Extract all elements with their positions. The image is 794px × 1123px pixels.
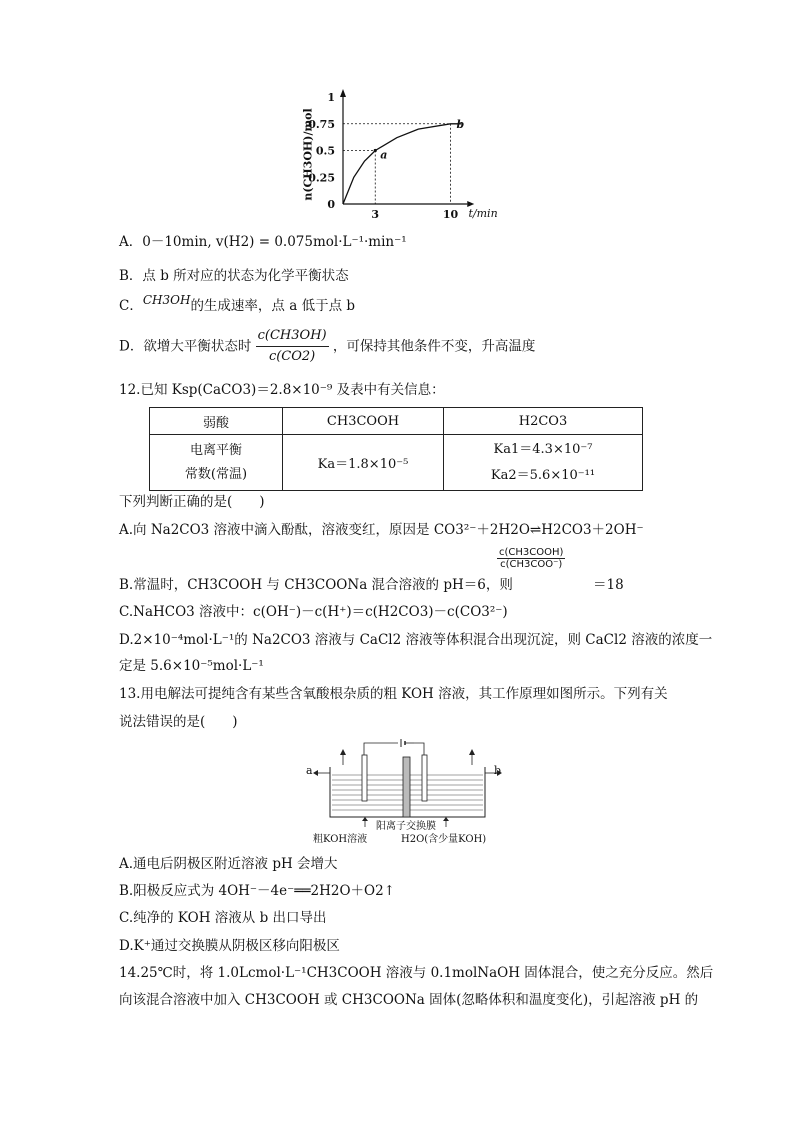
q11-option-b: B．点 b 所对应的状态为化学平衡状态 [119,268,349,284]
table-cell-ka12: Ka1＝4.3×10⁻⁷ Ka2＝5.6×10⁻¹¹ [444,435,643,491]
q12-option-d-line2: 定是 5.6×10⁻⁵mol·L⁻¹ [119,658,264,674]
q11-option-d: D．欲增大平衡状态时 $\frac{c(CH3OH)}{c(CO2)}$ ，可保持其他条件不变，升高温度 [119,326,535,367]
q14-line1: 14.25℃时，将 1.0Lcmol·L⁻¹CH3COOH 溶液与 0.1molNaOH 固体混合，使之充分反应。然后 [119,965,714,981]
q11-option-c: C．CH3OH的生成速率，点 a 低于点 b [119,293,356,314]
q13-option-c: C.纯净的 KOH 溶液从 b 出口导出 [119,910,327,926]
acid-constant-table [149,407,643,491]
q11-option-a: A．0－10min, v(H2) = 0.075mol·L⁻¹·min⁻¹ [119,234,407,250]
d-fraction: $\frac{c(CH3OH)}{c(CO2)}$ [257,328,327,364]
y-tick-label: 0.25 [308,171,335,185]
q13-option-d: D.K⁺通过交换膜从阴极区移向阳极区 [119,938,340,954]
diagram-label-membrane: 阳离子交换膜 [376,821,436,832]
x-axis-label: t/min [468,207,498,220]
point-b-label: b [456,117,465,131]
point-a-label: a [380,148,388,162]
q14-line2: 向该混合溶液中加入 CH3COOH 或 CH3COONa 固体(忽略体积和温度变化)，引起溶液 pH 的 [119,992,699,1008]
b-fraction: c(CH3COOH) c(CH3COO⁻) [499,547,564,570]
q13-stem-line1: 13.用电解法可提纯含有某些含氧酸根杂质的粗 KOH 溶液，其工作原理如图所示。下列有关 [119,686,668,702]
q13-stem-line2: 说法错误的是( ) [119,714,238,730]
table-header-ch3cooh: CH3COOH [283,408,444,435]
q13-option-a: A.通电后阴极区附近溶液 pH 会增大 [119,856,338,872]
diagram-label-left: 粗KOH溶液 [313,834,368,845]
x-tick-label: 10 [442,208,459,221]
q12-option-a: A.向 Na2CO3 溶液中滴入酚酞，溶液变红，原因是 CO3²⁻＋2H2O⇌H2CO3＋2OH⁻ [119,522,644,538]
y-tick-label: 1 [327,91,335,104]
x-tick-label: 3 [371,208,380,221]
diagram-label-b: b [494,764,502,777]
q12-option-d-line1: D.2×10⁻⁴mol·L⁻¹的 Na2CO3 溶液与 CaCl2 溶液等体积混合出现沉淀，则 CaCl2 溶液的浓度一 [119,632,713,648]
y-tick-label: 0.75 [308,117,335,131]
x-axis-arrow [467,201,474,207]
q12-stem: 12.已知 Ksp(CaCO3)＝2.8×10⁻⁹ 及表中有关信息： [119,382,445,398]
y-tick-label: 0 [327,198,335,211]
table-header-h2co3: H2CO3 [444,408,643,435]
diagram-label-a: a [306,764,313,777]
q12-ask: 下列判断正确的是( ) [119,494,265,510]
q12-option-c: C.NaHCO3 溶液中：c(OH⁻)－c(H⁺)＝c(H2CO3)－c(CO3²⁻) [119,604,508,620]
table-cell-ka: Ka＝1.8×10⁻⁵ [283,435,444,491]
point-a [374,149,377,152]
q13-option-b: B.阳极反应式为 4OH⁻－4e⁻══2H2O＋O2↑ [119,883,396,899]
table-header-acid: 弱酸 [150,408,283,435]
graph-y-label: n(CH3OH)/mol [301,108,315,201]
q12-option-b: B.常温时，CH3COOH 与 CH3COONa 混合溶液的 pH＝6，则 c(CH3COOH) c(CH3COO⁻) ＝18 [119,547,624,593]
diagram-label-right: H2O(含少量KOH) [401,834,487,845]
y-tick-label: 0.5 [315,144,335,158]
series-line [343,124,461,204]
table-row-label: 电离平衡 常数(常温) [150,435,283,491]
y-axis-arrow [340,89,346,97]
